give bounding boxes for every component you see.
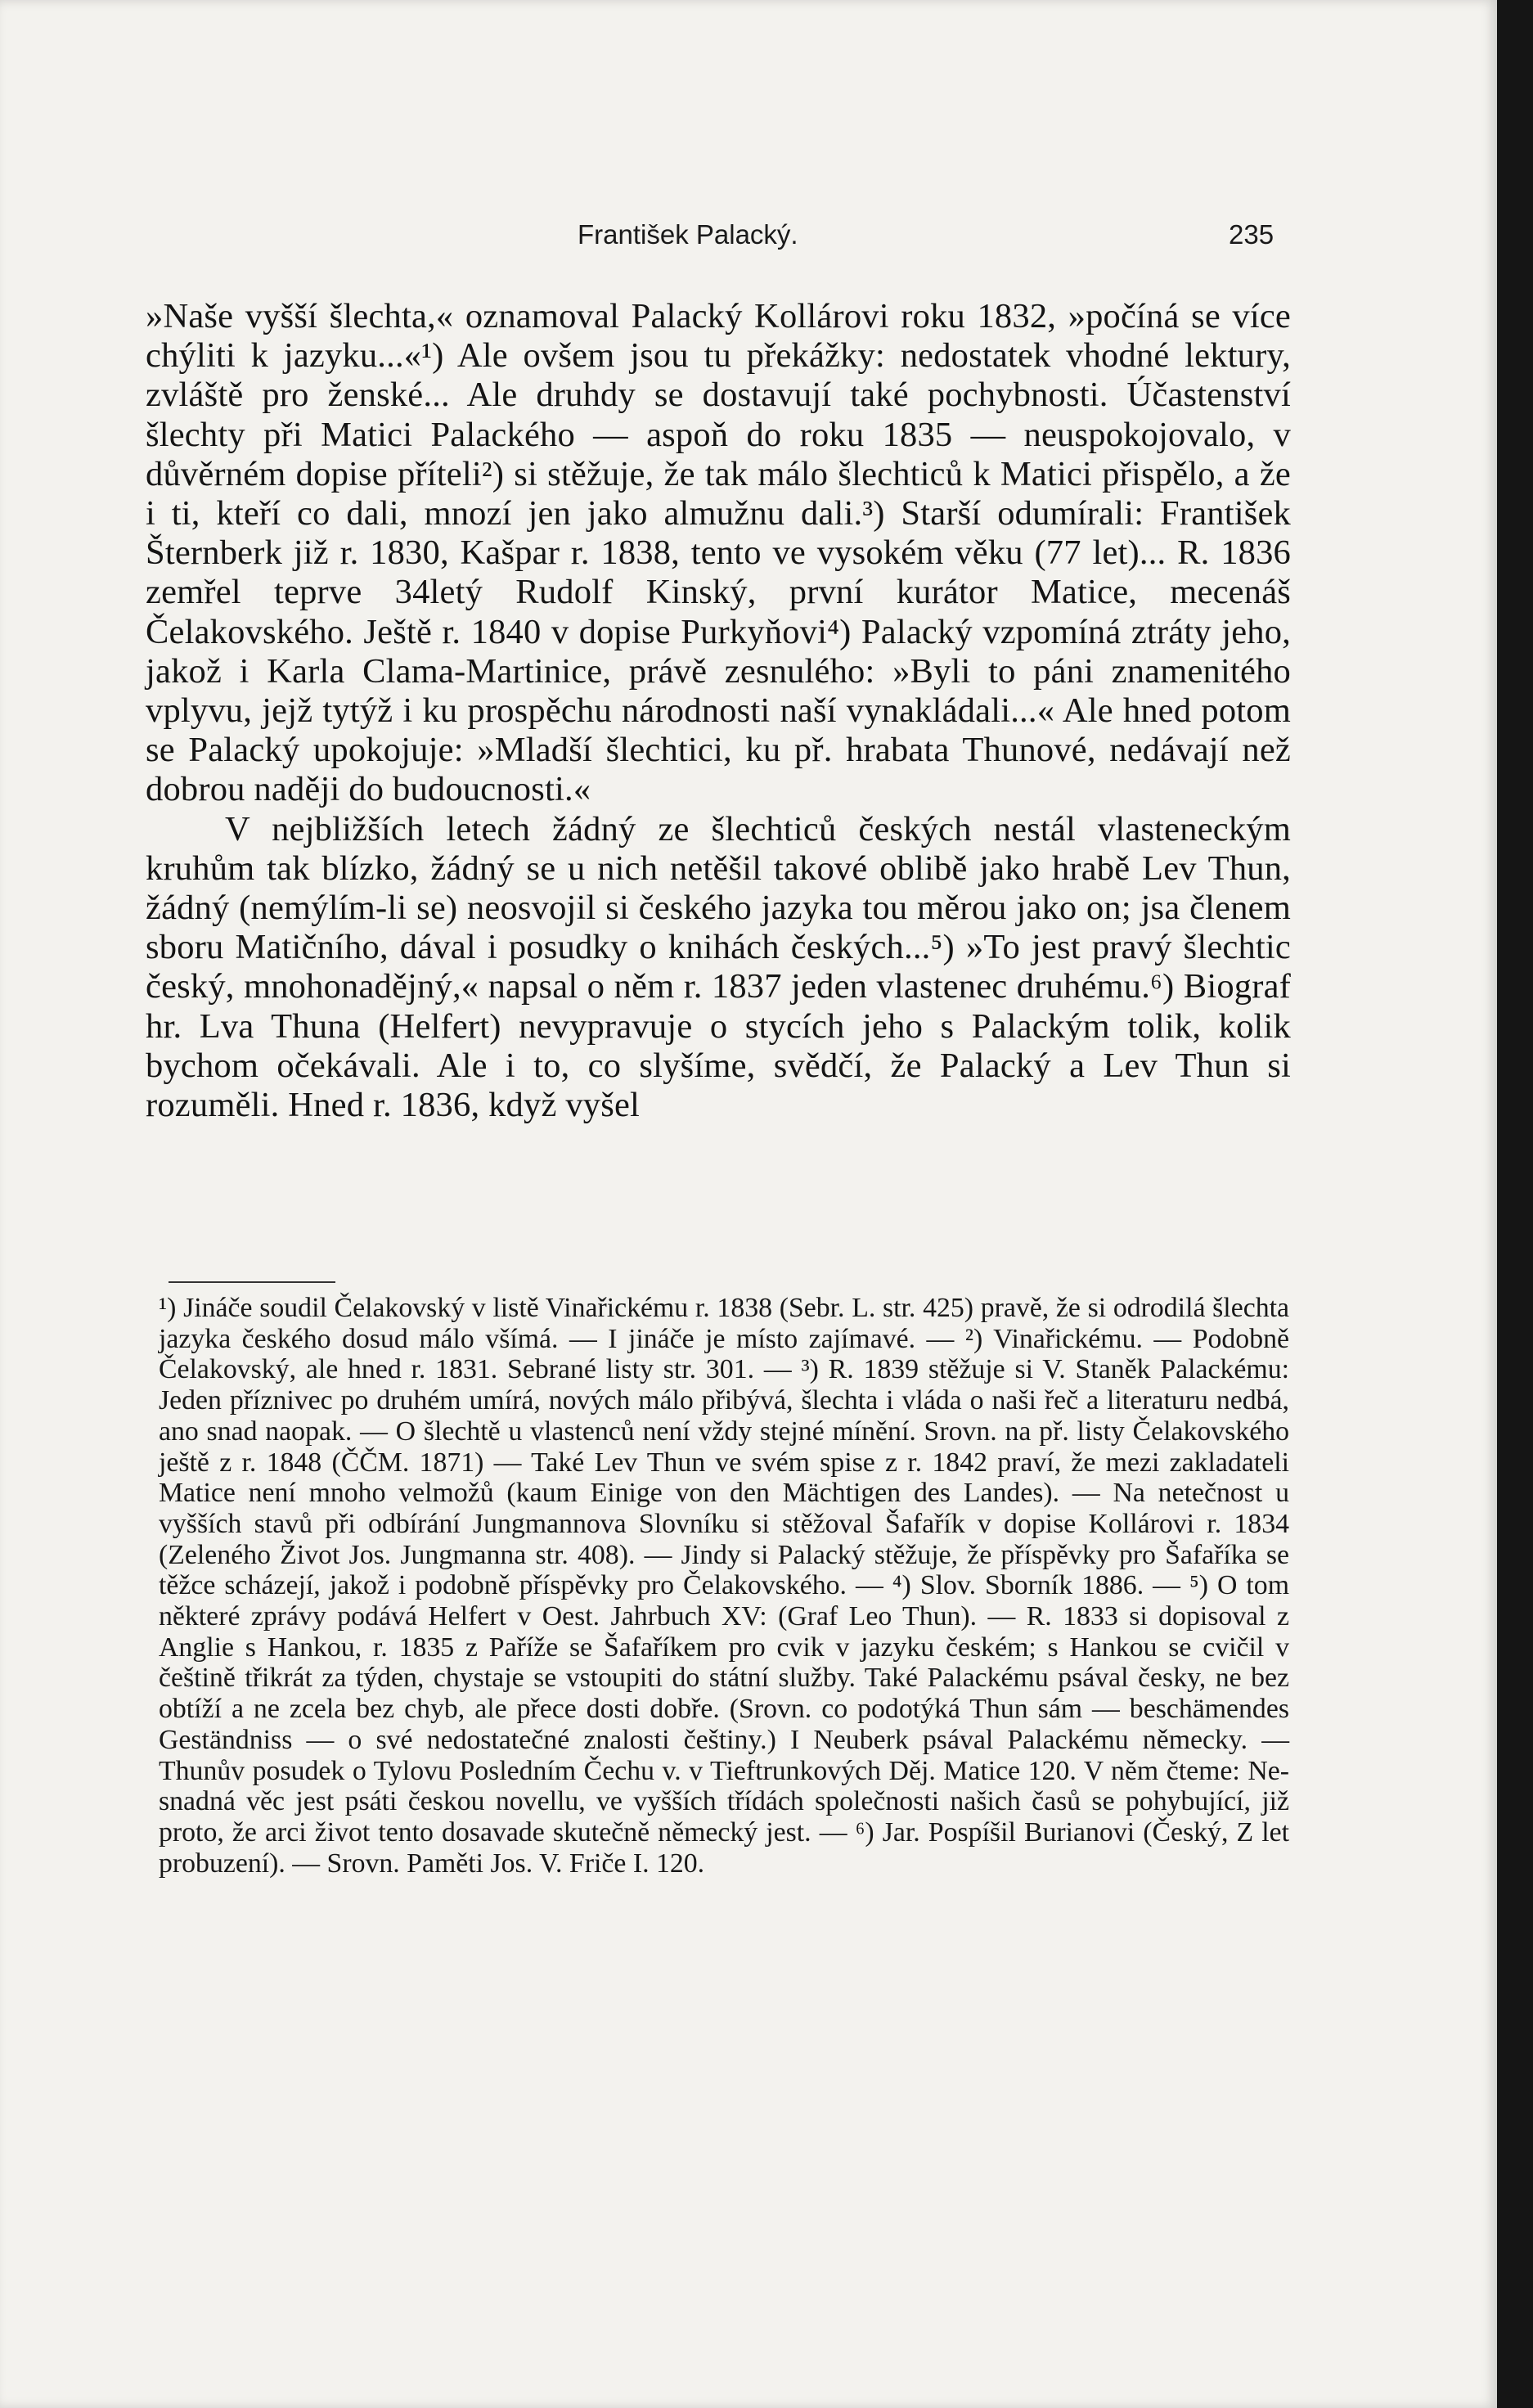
footnote-text: ¹) Jináče soudil Čelakovský v listě Vinařickému r. 1838 (Sebr. L. str. 425) pravě, že si odrodilá šlechta jazyka českého dosud málo všímá. — I jináče je místo zajímavé. — ²) Vinařickému. — Podobně Čelakovský, ale hned r. 1831. Sebrané listy str. 301. — ³) R. 1839 stěžuje si V. Staněk Palackému: Jeden příznivec po druhém umírá, nových málo přibývá, šlechta i vláda o naši řeč a literaturu nedbá, ano snad naopak. — O šlechtě u vlastenců není vždy stejné mínění. Srovn. na př. listy Čelakovského ještě z r. 1848 (ČČM. 1871) — Také Lev Thun ve svém spise z r. 1842 praví, že mezi zakladateli Matice není mnoho velmožů (kaum Einige von den Mächtigen des Landes). — Na netečnost u vyšších stavů při odbírání Jungmannova Slovníku si stěžoval Šafařík v dopise Kollárovi r. 1834 (Zeleného Život Jos. Jungmanna str. 408). — Jindy si Palacký stěžuje, že příspěvky pro Šafaříka se těžce scházejí, jakož i podobně příspěvky pro Čelakovského. — ⁴) Slov. Sborník 1886. — ⁵) O tom některé zprávy podává Helfert v Oest. Jahrbuch XV: (Graf Leo Thun). — R. 1833 si dopisoval z Anglie s Hankou, r. 1835 z Paříže se Šafaříkem pro cvik v jazyku českém; s Hankou se cvičil v češtině třikrát za týden, chystaje se vstoupiti do státní služby. Také Palackému psával česky, ne bez obtíží a ne zcela bez chyb, ale přece dosti dobře. (Srovn. co podotýká Thun sám — beschämendes Geständniss — o své nedostatečné znalosti češtiny.) I Neuberk psával Palackému německy. — Thunův posudek o Tylovu Posledním Čechu v. v Tieftrunkových Děj. Matice 120. V něm čteme: Nesnadná věc jest psáti českou novellu, ve vyšších třídách společnosti našich časů se pohybující, již proto, že arci život tento dosavade skutečně německý jest. — ⁶) Jar. Pospíšil Burianovi (Český, Z let probuzení). — Srovn. Paměti Jos. V. Friče I. 120. [159, 1293, 1289, 1879]
paragraph: V nejbližších letech žádný ze šlechticů českých nestál vlasteneckým kruhům tak blízko, žádný se u nich netěšil takové oblibě jako hrabě Lev Thun, žádný (nemýlím-li se) neosvojil si českého jazyka tou měrou jako on; jsa členem sboru Matičního, dával i posudky o knihách českých...⁵) »To jest pravý šlechtic český, mnohonadějný,« napsal o něm r. 1837 jeden vlastenec druhému.⁶) Biograf hr. Lva Thuna (Helfert) nevypravuje o stycích jeho s Palackým tolik, kolik bychom očekávali. Ale i to, co slyšíme, svědčí, že Palacký a Lev Thun si rozuměli. Hned r. 1836, když vyšel [146, 809, 1291, 1125]
main-text [146, 297, 1291, 1125]
page-number: 235 [1229, 219, 1275, 250]
page-edge-shadow [1497, 0, 1533, 2408]
footnote-separator [169, 1281, 335, 1283]
footnotes [159, 1293, 1289, 1879]
page-header [0, 219, 1497, 260]
running-title: František Palacký. [578, 219, 798, 250]
paragraph: »Naše vyšší šlechta,« oznamoval Palacký Kollárovi roku 1832, »počíná se více chýliti k jazyku...«¹) Ale ovšem jsou tu překážky: nedostatek vhodné lektury, zvláště pro ženské... Ale druhdy se dostavují také pochybnosti. Účastenství šlechty při Matici Palackého — aspoň do roku 1835 — neuspokojovalo, v důvěrném dopise příteli²) si stěžuje, že tak málo šlechticů k Matici přispělo, a že i ti, kteří co dali, mnozí jen jako almužnu dali.³) Starší odumírali: František Šternberk již r. 1830, Kašpar r. 1838, tento ve vysokém věku (77 let)... R. 1836 zemřel teprve 34letý Rudolf Kinský, první kurátor Matice, mecenáš Čelakovského. Ještě r. 1840 v dopise Purkyňovi⁴) Palacký vzpomíná ztráty jeho, jakož i Karla Clama-Martinice, právě zesnulého: »Byli to páni znamenitého vplyvu, jejž tytýž i ku prospěchu národnosti naší vynakládali...« Ale hned potom se Palacký upokojuje: »Mladší šlechtici, ku př. hrabata Thunové, nedávají než dobrou naději do budoucnosti.« [146, 297, 1291, 809]
